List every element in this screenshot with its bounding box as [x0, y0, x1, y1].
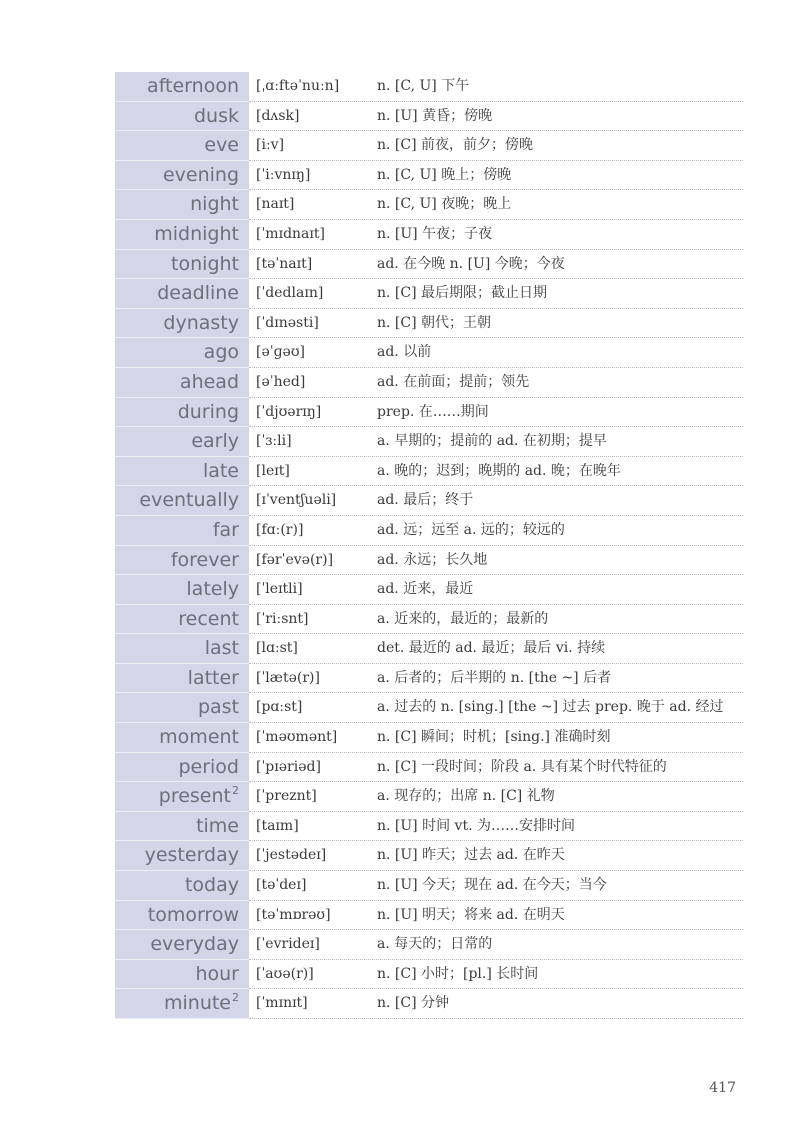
- vocab-row: [115, 989, 743, 1019]
- vocab-row: [115, 605, 743, 635]
- phonetic-transcription: [ˈdedlaɪn]: [256, 285, 324, 302]
- vocab-row: [115, 279, 743, 309]
- headword: [115, 457, 249, 487]
- entry-detail: [249, 72, 743, 102]
- entry-detail: [249, 812, 743, 842]
- entry-detail: [249, 190, 743, 220]
- vocab-row: [115, 250, 743, 280]
- headword: [115, 901, 249, 931]
- headword-text: latter: [187, 666, 239, 689]
- headword-text: present: [158, 785, 231, 808]
- headword-text: dusk: [193, 104, 239, 127]
- vocab-row: [115, 427, 743, 457]
- vocab-row: [115, 486, 743, 516]
- phonetic-transcription: [ˈpreznt]: [256, 788, 317, 805]
- entry-detail: [249, 338, 743, 368]
- phonetic-transcription: [ˈdɪnəsti]: [256, 314, 319, 331]
- definition: n. [U] 黄昏；傍晚: [377, 107, 493, 124]
- entry-detail: [249, 871, 743, 901]
- definition: n. [U] 时间 vt. 为……安排时间: [377, 817, 575, 834]
- phonetic-transcription: [naɪt]: [256, 196, 295, 213]
- headword: [115, 546, 249, 576]
- phonetic-transcription: [ˈjestədeɪ]: [256, 847, 327, 864]
- vocab-row: [115, 131, 743, 161]
- vocab-row: [115, 398, 743, 428]
- definition: n. [C] 小时；[pl.] 长时间: [377, 965, 539, 982]
- definition: a. 后者的；后半期的 n. [the ~] 后者: [377, 669, 612, 686]
- entry-detail: [249, 398, 743, 428]
- phonetic-transcription: [ˈməʊmənt]: [256, 729, 338, 746]
- definition: a. 近来的，最近的；最新的: [377, 610, 549, 627]
- headword: [115, 723, 249, 753]
- phonetic-transcription: [ˈmɪnɪt]: [256, 995, 308, 1012]
- entry-detail: [249, 693, 743, 723]
- headword: [115, 634, 249, 664]
- entry-detail: [249, 368, 743, 398]
- headword-text: late: [202, 459, 239, 482]
- entry-detail: [249, 989, 743, 1019]
- entry-detail: [249, 131, 743, 161]
- definition: ad. 在今晚 n. [U] 今晚；今夜: [377, 255, 565, 272]
- definition: n. [C] 分钟: [377, 995, 450, 1012]
- phonetic-transcription: [təˈdeɪ]: [256, 877, 307, 894]
- headword-text: dynasty: [163, 311, 239, 334]
- entry-detail: [249, 960, 743, 990]
- headword-text: during: [177, 400, 239, 423]
- phonetic-transcription: [ˈmɪdnaɪt]: [256, 225, 325, 242]
- entry-detail: [249, 664, 743, 694]
- entry-detail: [249, 723, 743, 753]
- headword-text: hour: [195, 962, 239, 985]
- phonetic-transcription: [ˈaʊə(r)]: [256, 965, 314, 982]
- definition: n. [U] 昨天；过去 ad. 在昨天: [377, 847, 565, 864]
- headword: [115, 664, 249, 694]
- headword-text: tonight: [171, 252, 239, 275]
- definition: n. [U] 今天；现在 ad. 在今天；当今: [377, 877, 607, 894]
- entry-detail: [249, 605, 743, 635]
- entry-detail: [249, 250, 743, 280]
- vocab-row: [115, 812, 743, 842]
- vocab-row: [115, 190, 743, 220]
- definition: n. [U] 明天；将来 ad. 在明天: [377, 906, 565, 923]
- headword-text: eve: [204, 134, 239, 157]
- phonetic-transcription: [təˈnaɪt]: [256, 255, 313, 272]
- headword: [115, 841, 249, 871]
- headword: [115, 782, 249, 812]
- headword-text: afternoon: [147, 75, 239, 97]
- headword: [115, 131, 249, 161]
- vocab-row: [115, 753, 743, 783]
- vocab-row: [115, 723, 743, 753]
- definition: n. [C] 瞬间；时机；[sing.] 准确时刻: [377, 729, 611, 746]
- entry-detail: [249, 841, 743, 871]
- headword-text: night: [190, 193, 239, 216]
- phonetic-transcription: [təˈmɒrəʊ]: [256, 906, 331, 923]
- definition: n. [U] 午夜；子夜: [377, 225, 493, 242]
- headword-text: far: [212, 518, 239, 541]
- headword: [115, 693, 249, 723]
- headword-text: ahead: [179, 370, 239, 393]
- entry-detail: [249, 486, 743, 516]
- phonetic-transcription: [ˈriːsnt]: [256, 610, 309, 627]
- definition: n. [C, U] 下午: [377, 78, 470, 94]
- headword-text: eventually: [139, 489, 239, 512]
- vocab-row: [115, 575, 743, 605]
- definition: n. [C] 一段时间；阶段 a. 具有某个时代特征的: [377, 758, 667, 775]
- headword-text: lately: [186, 578, 239, 601]
- entry-detail: [249, 161, 743, 191]
- headword-text: evening: [162, 163, 239, 186]
- headword-text: today: [184, 874, 239, 897]
- definition: a. 晚的；迟到；晚期的 ad. 晚；在晚年: [377, 462, 621, 479]
- vocab-row: [115, 901, 743, 931]
- headword: [115, 398, 249, 428]
- vocab-row: [115, 457, 743, 487]
- entry-detail: [249, 930, 743, 960]
- definition: a. 现存的；出席 n. [C] 礼物: [377, 788, 555, 805]
- entry-detail: [249, 457, 743, 487]
- headword: [115, 753, 249, 783]
- definition: det. 最近的 ad. 最近；最后 vi. 持续: [377, 640, 606, 657]
- definition: n. [C] 前夜，前夕；傍晚: [377, 137, 534, 154]
- headword: [115, 250, 249, 280]
- entry-detail: [249, 102, 743, 132]
- headword-text: moment: [159, 726, 239, 749]
- headword-text: early: [191, 430, 239, 453]
- definition: n. [C] 朝代；王朝: [377, 314, 492, 331]
- phonetic-transcription: [ˈɜːli]: [256, 433, 292, 450]
- entry-detail: [249, 427, 743, 457]
- vocab-row: [115, 338, 743, 368]
- phonetic-transcription: [əˈhed]: [256, 373, 306, 390]
- vocab-row: [115, 220, 743, 250]
- headword: [115, 871, 249, 901]
- phonetic-transcription: [ˈpɪəriəd]: [256, 758, 321, 775]
- phonetic-transcription: [ˈevrideɪ]: [256, 936, 320, 953]
- headword: [115, 368, 249, 398]
- entry-detail: [249, 782, 743, 812]
- phonetic-transcription: [lɑːst]: [256, 640, 298, 657]
- entry-detail: [249, 901, 743, 931]
- vocab-row: [115, 309, 743, 339]
- phonetic-transcription: [iːv]: [256, 137, 285, 154]
- phonetic-transcription: [leɪt]: [256, 462, 290, 479]
- headword-superscript: 2: [232, 784, 239, 798]
- headword: [115, 220, 249, 250]
- headword: [115, 930, 249, 960]
- headword-text: yesterday: [144, 844, 239, 867]
- definition: ad. 远；远至 a. 远的；较远的: [377, 521, 565, 538]
- headword: [115, 812, 249, 842]
- vocab-row: [115, 368, 743, 398]
- vocabulary-table: [115, 72, 743, 1019]
- definition: ad. 近来，最近: [377, 581, 474, 598]
- headword: [115, 575, 249, 605]
- definition: ad. 在前面；提前；领先: [377, 373, 530, 390]
- headword: [115, 605, 249, 635]
- headword: [115, 338, 249, 368]
- headword-text: recent: [178, 607, 239, 630]
- headword: [115, 486, 249, 516]
- phonetic-transcription: [taɪm]: [256, 817, 299, 834]
- definition: a. 早期的；提前的 ad. 在初期；提早: [377, 433, 607, 450]
- definition: ad. 以前: [377, 344, 432, 361]
- headword: [115, 960, 249, 990]
- phonetic-transcription: [əˈɡəʊ]: [256, 344, 305, 361]
- vocab-row: [115, 782, 743, 812]
- vocab-row: [115, 102, 743, 132]
- vocab-row: [115, 960, 743, 990]
- headword-text: past: [197, 696, 239, 719]
- definition: n. [C, U] 晚上；傍晚: [377, 166, 512, 183]
- definition: n. [C] 最后期限；截止日期: [377, 285, 548, 302]
- phonetic-transcription: [ˈlætə(r)]: [256, 669, 320, 686]
- headword-text: ago: [203, 341, 239, 364]
- headword-text: midnight: [154, 222, 239, 245]
- phonetic-transcription: [pɑːst]: [256, 699, 303, 716]
- definition: ad. 最后；终于: [377, 492, 474, 509]
- vocab-row: [115, 930, 743, 960]
- headword: [115, 102, 249, 132]
- headword-text: time: [196, 814, 239, 837]
- headword-text: tomorrow: [147, 903, 239, 926]
- vocab-row: [115, 161, 743, 191]
- headword: [115, 72, 249, 102]
- vocab-row: [115, 841, 743, 871]
- headword: [115, 309, 249, 339]
- phonetic-transcription: [fərˈevə(r)]: [256, 551, 334, 568]
- definition: a. 每天的；日常的: [377, 936, 493, 953]
- headword: [115, 427, 249, 457]
- phonetic-transcription: [dʌsk]: [256, 107, 300, 124]
- entry-detail: [249, 753, 743, 783]
- vocab-row: [115, 634, 743, 664]
- entry-detail: [249, 220, 743, 250]
- headword-text: minute: [163, 992, 231, 1015]
- entry-detail: [249, 575, 743, 605]
- phonetic-transcription: [fɑː(r)]: [256, 521, 304, 538]
- definition: prep. 在……期间: [377, 403, 489, 420]
- phonetic-transcription: [ˌɑːftəˈnuːn]: [256, 78, 340, 94]
- vocab-row: [115, 871, 743, 901]
- phonetic-transcription: [ˈiːvnɪŋ]: [256, 166, 311, 183]
- headword-superscript: 2: [232, 991, 239, 1005]
- headword-text: last: [204, 637, 239, 660]
- phonetic-transcription: [ˈleɪtli]: [256, 581, 303, 598]
- phonetic-transcription: [ɪˈventʃuəli]: [256, 492, 337, 509]
- headword-text: deadline: [157, 282, 239, 305]
- headword: [115, 161, 249, 191]
- headword: [115, 190, 249, 220]
- vocab-row: [115, 664, 743, 694]
- vocab-row: [115, 546, 743, 576]
- phonetic-transcription: [ˈdjʊərɪŋ]: [256, 403, 322, 420]
- headword-text: everyday: [150, 933, 239, 956]
- entry-detail: [249, 546, 743, 576]
- definition: a. 过去的 n. [sing.] [the ~] 过去 prep. 晚于 ad. 经过: [377, 699, 724, 716]
- definition: ad. 永远；长久地: [377, 551, 488, 568]
- entry-detail: [249, 279, 743, 309]
- entry-detail: [249, 634, 743, 664]
- headword: [115, 516, 249, 546]
- headword: [115, 279, 249, 309]
- entry-detail: [249, 309, 743, 339]
- definition: n. [C, U] 夜晚；晚上: [377, 196, 512, 213]
- headword: [115, 989, 249, 1019]
- entry-detail: [249, 516, 743, 546]
- page-number: 417: [709, 1080, 736, 1096]
- headword-text: period: [178, 755, 239, 778]
- headword-text: forever: [170, 548, 239, 571]
- vocab-row: [115, 72, 743, 102]
- vocab-row: [115, 693, 743, 723]
- vocab-row: [115, 516, 743, 546]
